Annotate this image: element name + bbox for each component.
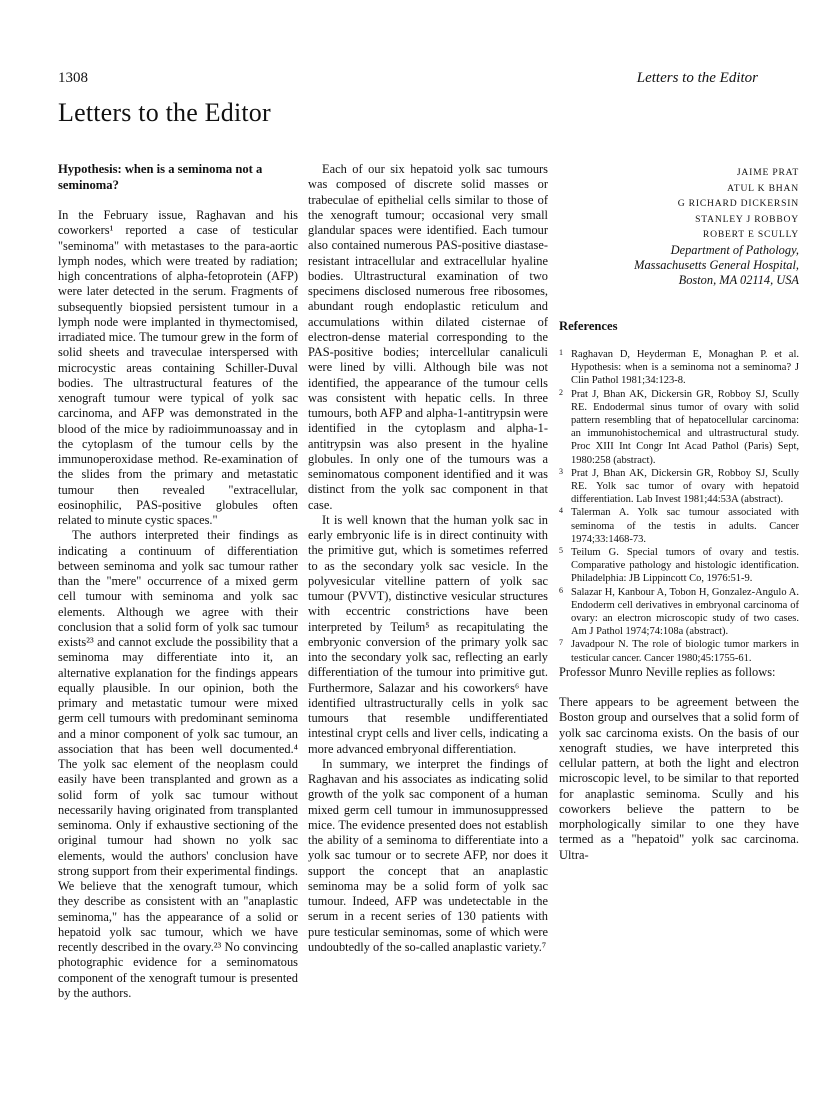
reference-number: 7 bbox=[559, 638, 563, 648]
letter-paragraph-1: In the February issue, Raghavan and his coworkers¹ reported a case of testicular "seminoma" with metastases to the para-aortic lymph nodes, which were treated by radiation; high concentrations of alpha-fetoprotein (AFP) were later detected in the serum. Fragments of subsequently biopsied persistent tumour in a lymph node were implanted in thymectomised, irradiated mice. The tumour grew in the form of solid sheets and traveculae interspersed with microcystic areas containing Schiller-Duval bodies. The ultrastructural features of the xenograft tumour were typical of yolk sac carcinoma, and AFP was demonstrated in the blood of the mice by radioimmunoassay and in the cytoplasm of the tumour cells by the immunoperoxidase method. Re-examination of the slides from the primary and metastatic tumour then revealed "extracellular, eosinophilic, PAS-positive globules often related to minute cystic spaces." bbox=[58, 208, 298, 527]
reference-item bbox=[559, 546, 799, 586]
running-head: Letters to the Editor bbox=[636, 70, 758, 86]
reference-item bbox=[559, 506, 799, 546]
references-heading: References bbox=[559, 318, 618, 333]
section-title: Letters to the Editor bbox=[58, 98, 271, 127]
reference-text: Prat J, Bhan AK, Dickersin GR, Robboy SJ, Scully RE. Endodermal sinus tumor of ovary with solid pattern resembling that of hepatocellular carcinoma: an immunohistochemical and ultrastructural study. Proc XIII Int Congr Int Acad Pathol (Paris) Sept, 1980:258 (abstract). bbox=[571, 388, 799, 466]
signature-name: JAIME PRAT bbox=[736, 167, 799, 178]
page-number: 1308 bbox=[58, 70, 88, 86]
affiliation-line: Department of Pathology, bbox=[670, 242, 799, 257]
affiliation-line: Boston, MA 02114, USA bbox=[678, 273, 799, 288]
reference-item bbox=[559, 348, 799, 388]
letter-paragraph-5: In summary, we interpret the findings of Raghavan and his associates as indicating solid growth of the yolk sac component of a human mixed germ cell tumour in immunosuppressed mice. The evidence presented does not establish the ability of a seminoma to differentiate into a yolk sac tumour or to secrete AFP, nor does it support the concept that an anaplastic seminoma may be a solid form of yolk sac tumour. Indeed, AFP was undetectable in the serum in a recent series of 130 patients with pure testicular seminomas, some of which were undoubtedly of the so-called anaplastic variety.⁷ bbox=[308, 756, 548, 954]
reference-item bbox=[559, 467, 799, 507]
signature-name: STANLEY J ROBBOY bbox=[695, 213, 799, 225]
reply-paragraph: There appears to be agreement between the Boston group and ourselves that a solid form of yolk sac carcinoma exists. On the basis of our xenograft studies, we have interpreted this cellular pattern, at both the light and electron microscopic level, to be similar to that reported for anaplastic seminoma. Scully and his coworkers believe the pattern to be morphologically similar to one they have termed as a "hepatoid" yolk sac carcinoma. Ultra- bbox=[559, 695, 799, 862]
reference-item bbox=[559, 388, 799, 467]
signature-name: ROBERT E SCULLY bbox=[702, 229, 799, 241]
reference-item bbox=[559, 586, 799, 639]
reference-item bbox=[559, 638, 799, 664]
reference-number: 1 bbox=[559, 347, 563, 357]
affiliation-line: Massachusetts General Hospital, bbox=[634, 258, 799, 273]
letter-title: Hypothesis: when is a seminoma not a seminoma? bbox=[58, 162, 263, 192]
letter-paragraph-2: The authors interpreted their findings as indicating a continuum of differentiation between seminoma and yolk sac tumour rather than the "mere" occurrence of a mixed germ cell tumour with seminoma and yolk sac elements. Although we agree with their conclusion that a solid form of yolk sac tumour exists²³ and cannot exclude the possibility that a seminoma may differentiate into it, an alternative explanation for the findings appears equally plausible. In our opinion, both the primary and metastatic tumour were mixed germ cell tumours with predominant seminoma and a minor component of yolk sac tumour, an association that has been well documented.⁴ The yolk sac element of the neoplasm could easily have been transplanted and grown as a solid form of yolk sac tumour without necessarily having originated from transplanted seminoma. Only if exhaustive sectioning of the original tumour had shown no yolk sac elements, would the authors' conclusion have strong support from their experimental findings. We believe that the xenograft tumour, which they describe as consistent with an "anaplastic seminoma," has the appearance of a solid or hepatoid yolk sac tumour, which we have recently described in the ovary.²³ No convincing photographic evidence for a seminomatous component of the xenograft tumour is presented by the authors. bbox=[58, 528, 298, 1000]
letter-paragraph-3: Each of our six hepatoid yolk sac tumours was composed of discrete solid masses or trabeculae of epithelial cells similar to those of the xenograft tumour; occasional very small glandular spaces were identified. Each tumour also contained numerous PAS-positive diastase-resistant intracellular and extracellular hyaline bodies. Ultrastructural examination of two specimens disclosed numerous free ribosomes, abundant rough endoplastic reticulum and accumulations within dilated cisternae of electron-dense material corresponding to the PAS-positive bodies; intercellular canaliculi were lined by villi. Although bile was not identified, the appearance of the tumour cells was consistent with hepatic cells. In three tumours, both AFP and alpha-1-antitrypsin were identified in the cytoplasm and alpha-1-antitrypsin was also present in the hyaline globules. In only one of the tumours was a seminomatous component identified and it was distinct from the yolk sac component in that case. bbox=[308, 162, 548, 512]
reference-number: 2 bbox=[559, 387, 563, 397]
letter-paragraph-4: It is well known that the human yolk sac in early embryonic life is in direct continuity with the primitive gut, which is sometimes referred to as the secondary yolk sac vesicle. In the polyvesicular vitelline pattern of yolk sac tumour (PVVT), distinctive vesicular structures with eccentric constrictions have been interpreted by Teilum⁵ as recapitulating the embryonic conversion of the primary yolk sac into the secondary yolk sac, reflecting an early differentiation of the tumour into primitive gut. Furthermore, Salazar and his coworkers⁶ have identified ultrastructurally cells in yolk sac tumours that resemble undifferentiated intestinal crypt cells and liver cells, indicating a more advanced embryonal differentiation. bbox=[308, 512, 548, 756]
reference-text: Talerman A. Yolk sac tumour associated with seminoma of the testis in adults. Cancer 1974;33:1468-73. bbox=[571, 507, 799, 545]
reference-text: Salazar H, Kanbour A, Tobon H, Gonzalez-Angulo A. Endoderm cell derivatives in embryonal carcinoma of ovary: an electron microscopic study of two cases. Am J Pathol 1974;74:108a (abstract). bbox=[571, 586, 799, 638]
signature-name: ATUL K BHAN bbox=[727, 182, 799, 194]
reference-text: Teilum G. Special tumors of ovary and testis. Comparative pathology and histologic identification. Philadelphia: JB Lippincott Co, 1976:51-9. bbox=[571, 547, 799, 585]
reference-text: Raghavan D, Heyderman E, Monaghan P. et al. Hypothesis: when is a seminoma not a seminoma? J Clin Pathol 1981;34:123-8. bbox=[571, 348, 799, 387]
reference-number: 6 bbox=[559, 585, 563, 595]
reply-intro: Professor Munro Neville replies as follows: bbox=[559, 664, 776, 679]
reference-number: 4 bbox=[559, 506, 563, 516]
reference-number: 5 bbox=[559, 546, 563, 556]
reference-text: Prat J, Bhan AK, Dickersin GR, Robboy SJ, Scully RE. Yolk sac tumor of ovary with hepatoid differentiation. Lab Invest 1981;44:53A (abstract). bbox=[571, 467, 799, 506]
reference-list bbox=[559, 348, 799, 665]
signature-name: G RICHARD DICKERSIN bbox=[677, 198, 799, 210]
reference-number: 3 bbox=[559, 466, 563, 476]
column-2 bbox=[308, 162, 548, 955]
column-3 bbox=[559, 162, 799, 863]
reference-text: Javadpour N. The role of biologic tumor markers in testicular cancer. Cancer 1980;45:1755-61. bbox=[571, 639, 799, 664]
signature-block bbox=[559, 165, 799, 289]
column-1 bbox=[58, 162, 298, 1001]
